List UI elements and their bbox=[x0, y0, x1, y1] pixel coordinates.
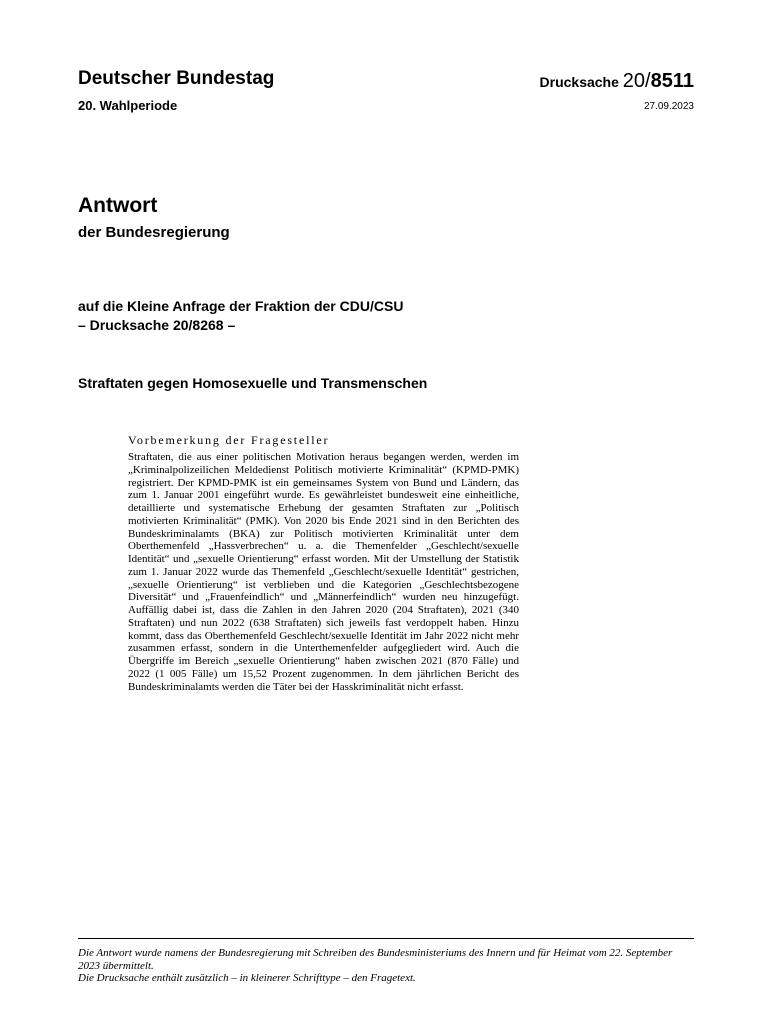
footer-divider bbox=[78, 938, 694, 939]
inquiry-line-2: – Drucksache 20/8268 – bbox=[78, 317, 236, 333]
drucksache-prefix: Drucksache bbox=[539, 74, 619, 90]
inquiry-reference bbox=[78, 297, 403, 335]
legislative-period: 20. Wahlperiode bbox=[78, 98, 178, 113]
institution-name: Deutscher Bundestag bbox=[78, 68, 275, 89]
drucksache-number bbox=[540, 70, 694, 93]
document-date: 27.09.2023 bbox=[643, 101, 694, 112]
subject-heading: Straftaten gegen Homosexuelle und Transmenschen bbox=[78, 375, 428, 391]
preliminary-remark-text: Straftaten, die aus einer politischen Motivation heraus begangen werden, werden im „Kriminalpolizeilichen Meldedienst Politisch motivierte Kriminalität“ (KPMD-PMK) registriert. Der KPMD-PMK ist ein gemeinsames System von Bund und Ländern, das zum 1. Januar 2001 eingeführt wurde. Es gewährleistet bundesweit eine einheitliche, detaillierte und systematische Erhebung der gesamten Straftaten zur „Politisch motivierten Kriminalität“ (PMK). Von 2020 bis Ende 2021 sind in den Berichten des Bundeskriminalamts (BKA) zur Politisch motivierten Kriminalität unter dem Oberthemenfeld „Hassverbrechen“ u. a. die Themenfelder „Geschlecht/sexuelle Identität“ und „sexuelle Orientierung“ erfasst worden. Mit der Umstellung der Statistik zum 1. Januar 2022 wurde das Themenfeld „Geschlecht/sexuelle Identität“ gestrichen, „sexuelle Orientierung“ ist verblieben und die Kategorien „Geschlechtsbezogene Diversität“ und „Frauenfeindlich“ und „Männerfeindlich“ wurden neu hinzugefügt. Auffällig dabei ist, dass die Zahlen in den Jahren 2020 (204 Straftaten), 2021 (340 Straftaten) und nun 2022 (638 Straftaten) sich jeweils fast verdoppelt haben. Hinzu kommt, dass das Oberthemenfeld Geschlecht/sexuelle Identität im Jahr 2022 nicht mehr zusammen erfasst, sondern in die Unterthemenfelder aufgegliedert wird. Auch die Übergriffe im Bereich „sexuelle Orientierung“ haben zwischen 2021 (870 Fälle) und 2022 (1 005 Fälle) um 15,52 Prozent zugenommen. In dem jährlichen Bericht des Bundeskriminalamts werden die Täter bei der Hasskriminalität nicht erfasst. bbox=[128, 451, 519, 693]
footer-note-print: Die Drucksache enthält zusätzlich – in kleinerer Schrifttype – den Fragetext. bbox=[78, 972, 416, 984]
document-title: Antwort bbox=[78, 194, 158, 217]
preliminary-remark-heading: Vorbemerkung der Fragesteller bbox=[128, 433, 330, 447]
document-subtitle: der Bundesregierung bbox=[78, 224, 230, 241]
footer-note-transmission: Die Antwort wurde namens der Bundesregierung mit Schreiben des Bundesministeriums des Innern und für Heimat vom 22. September 2023 übermittelt. bbox=[78, 947, 673, 972]
footer-notes bbox=[78, 947, 694, 985]
drucksache-id: 8511 bbox=[650, 70, 694, 92]
inquiry-line-1: auf die Kleine Anfrage der Fraktion der CDU/CSU bbox=[78, 298, 404, 314]
document-header bbox=[78, 68, 694, 118]
drucksache-period: 20/ bbox=[622, 70, 651, 92]
